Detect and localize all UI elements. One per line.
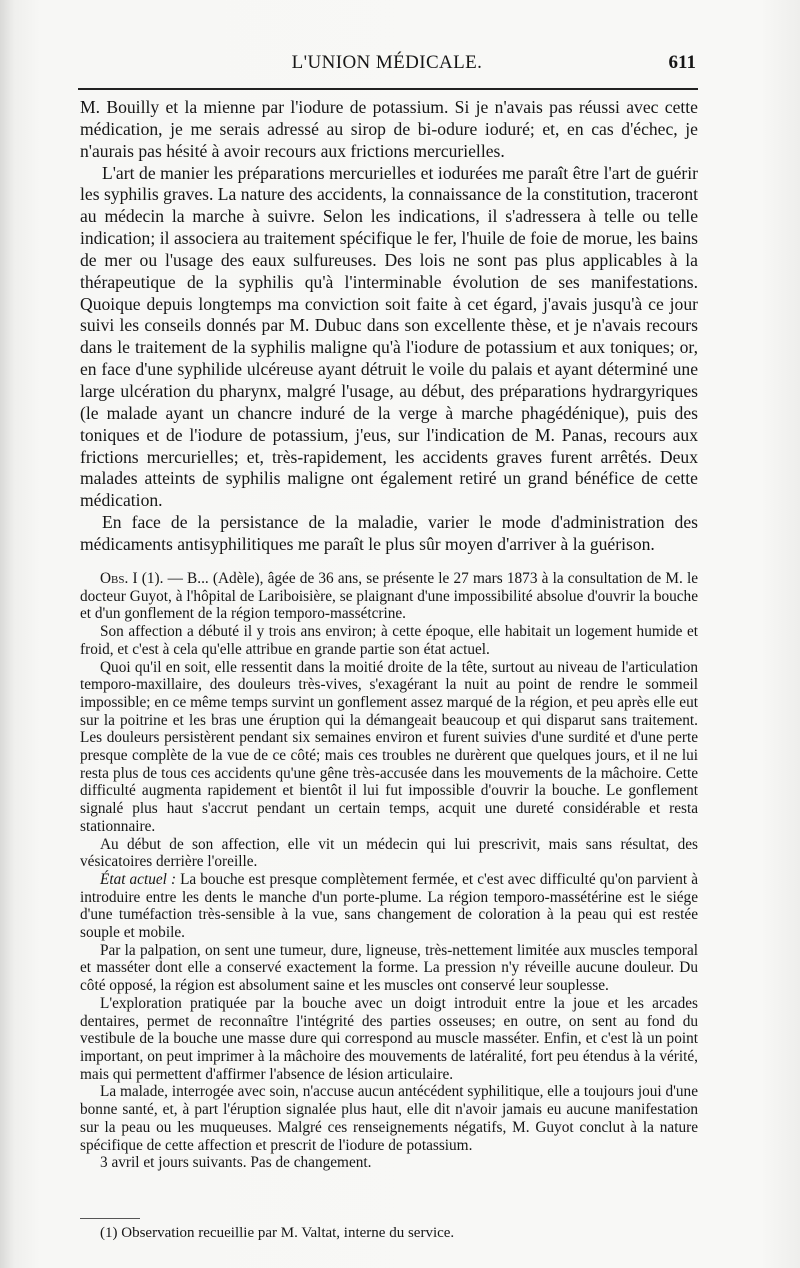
etat-actuel-paragraph [80,871,698,942]
observation-section [80,570,698,1172]
observation-label: Obs. I (1). [100,570,164,587]
observation-intro [80,570,698,623]
page-header [78,50,696,78]
running-title: L'UNION MÉDICALE. [291,52,483,73]
footnote: (1) Observation recueillie par M. Valtat, interne du service. [100,1225,455,1241]
observation-paragraph: La malade, interrogée avec soin, n'accuse aucun antécédent syphilitique, elle a toujours joui d'une bonne santé, et, à part l'éruption signalée plus haut, elle dit n'avoir jamais eu aucune manifestation sur la peau ou les muqueuses. Malgré ces renseignements négatifs, M. Guyot conclut à la nature spécifique de cette affection et prescrit de l'iodure de potassium. [80,1083,698,1154]
paragraph: En face de la persistance de la maladie, varier le mode d'administration des médicaments antisyphilitiques me paraît le plus sûr moyen d'arriver à la guérison. [80,512,698,554]
observation-paragraph: 3 avril et jours suivants. Pas de changement. [100,1154,372,1172]
main-text [80,97,698,556]
observation-paragraph: Par la palpation, on sent une tumeur, dure, ligneuse, très-nettement limitée aux muscles temporal et masséter dont elle a conservé exactement la forme. La pression n'y réveille aucune douleur. Du côté opposé, la région est absolument saine et les muscles ont conservé leur souplesse. [80,941,698,995]
observation-paragraph: Son affection a débuté il y trois ans environ; à cette époque, elle habitait un logement humide et froid, et c'est à cela qu'elle attribue en grande partie son état actuel. [80,623,698,658]
paragraph: M. Bouilly et la mienne par l'iodure de potassium. Si je n'avais pas réussi avec cette médication, je me serais adressé au sirop de bi-odure ioduré; et, en cas d'échec, je n'aurais pas hésité à avoir recours aux frictions mercurielles. [80,97,698,161]
observation-paragraph: Au début de son affection, elle vit un médecin qui lui prescrivit, mais sans résultat, des vésicatoires derrière l'oreille. [80,835,698,871]
etat-actuel-text: La bouche est presque complètement fermée, et c'est avec difficulté qu'on parvient à introduire entre les dents le manche d'un porte-plume. La région temporo-massétérine est le siége d'une tuméfaction très-sensible à la vue, sans changement de coloration à la peau qui est restée souple et mobile. [80,870,698,942]
etat-actuel-label: État actuel : [100,870,177,888]
observation-intro-text: — B... (Adèle), âgée de 36 ans, se présente le 27 mars 1873 à la consultation de M. le docteur Guyot, à l'hôpital de Lariboisière, se plaignant d'une impossibilité absolue d'ouvrir la bouche et d'un gonflement de la région temporo-massétcrine. [80,570,698,623]
footnote-rule [80,1218,140,1219]
observation-paragraph: Quoi qu'il en soit, elle ressentit dans la moitié droite de la tête, surtout au niveau de l'articulation temporo-maxillaire, des douleurs très-vives, s'exagérant la nuit au point de rendre le sommeil impossible; en ce même temps survint un gonflement assez marqué de la région, et peu après elle eut sur la poitrine et les bras une éruption qui la démangeait beaucoup et qui disparut sans traitement. Les douleurs persistèrent pendant six semaines environ et furent suivies d'une surdité et d'une perte presque complète de la vue de ce côté; mais ces troubles ne durèrent que quelques jours, et il ne lui resta plus de tous ces accidents qu'une gêne très-accusée dans les mouvements de la mâchoire. Cette difficulté augmenta rapidement et bientôt il lui fut impossible d'ouvrir la bouche. Le gonflement signalé plus haut s'accrut pendant un certain temps, acquit une dureté considérable et resta stationnaire. [80,658,698,835]
page-number: 611 [668,52,696,73]
header-rule [78,88,698,90]
paragraph: L'art de manier les préparations mercurielles et iodurées me paraît être l'art de guérir les syphilis graves. La nature des accidents, la connaissance de la constitution, traceront au médecin la marche à suivre. Selon les indications, il s'adressera à telle ou telle indication; il associera au traitement spécifique le fer, l'huile de foie de morue, les bains de mer ou l'usage des eaux sulfureuses. Des lois ne sont pas plus applicables à la thérapeutique de la syphilis qu'à l'interminable évolution de ses manifestations. Quoique depuis longtemps ma conviction soit faite à cet égard, j'avais jusqu'à ce jour suivi les conseils donnés par M. Dubuc dans son excellente thèse, et je n'avais recours dans le traitement de la syphilis maligne qu'à l'iodure de potassium et aux toniques; or, en face d'une syphilide ulcéreuse ayant détruit le voile du palais et ayant déterminé une large ulcération du pharynx, malgré l'usage, au début, des préparations hydrargyriques (le malade ayant un chancre induré de la verge à marche phagédénique), puis des toniques et de l'iodure de potassium, j'eus, sur l'indication de M. Panas, recours aux frictions mercurielles; et, très-rapidement, les accidents graves furent arrêtés. Deux malades atteints de syphilis maligne ont également retiré un grand bénéfice de cette médication. [80,162,699,511]
observation-paragraph: L'exploration pratiquée par la bouche avec un doigt introduit entre la joue et les arcades dentaires, permet de reconnaître l'intégrité des parties osseuses; en outre, on sent au fond du vestibule de la bouche une masse dure qui correspond au muscle masséter. Enfin, et c'est là un point important, on peut imprimer à la mâchoire des mouvements de latéralité, fort peu étendus à la vérité, mais qui permettent d'affirmer l'absence de lésion articulaire. [80,994,698,1083]
